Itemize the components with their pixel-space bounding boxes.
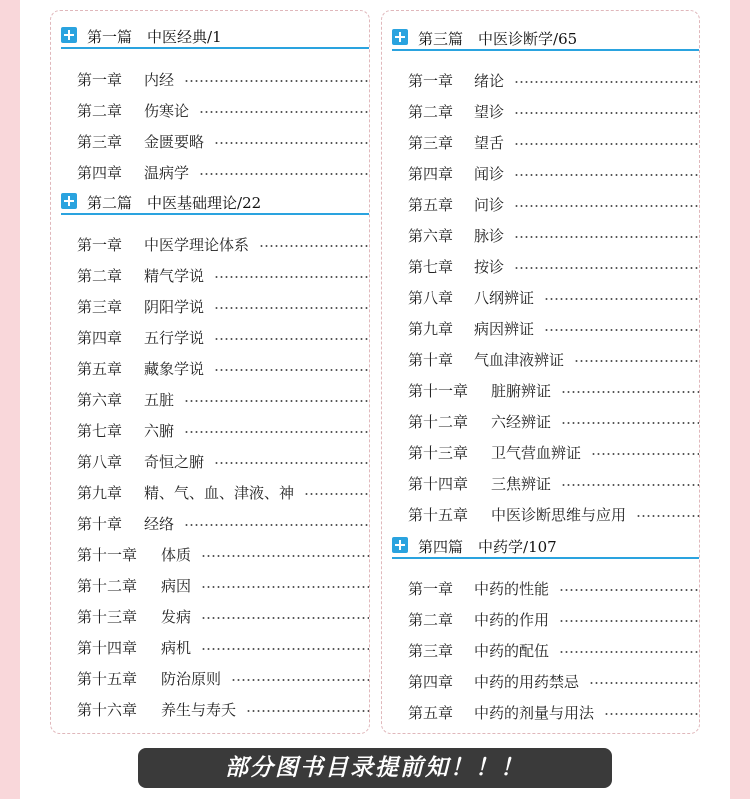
toc-item[interactable]: 第十二章 病因 xyxy=(77,574,369,596)
toc-item[interactable]: 第十三章 卫气营血辨证 xyxy=(408,441,699,463)
toc-item[interactable]: 第十四章 三焦辨证 xyxy=(408,472,699,494)
toc-item[interactable]: 第四章 五行学说 xyxy=(77,326,369,348)
toc-item[interactable]: 第十章 经络 xyxy=(77,512,369,534)
plus-icon xyxy=(392,537,408,553)
section-header xyxy=(392,27,699,51)
toc-item[interactable]: 第十五章 防治原则 xyxy=(77,667,369,689)
toc-item[interactable]: 第十四章 病机 xyxy=(77,636,369,658)
toc-item[interactable]: 第三章 中药的配伍 xyxy=(408,639,699,661)
toc-item[interactable]: 第四章 闻诊 xyxy=(408,162,699,184)
section-title: 第四篇 中药学/107 xyxy=(418,538,557,556)
toc-item[interactable]: 第三章 金匮要略 xyxy=(77,130,369,152)
toc-item[interactable]: 第一章 中医学理论体系 xyxy=(77,233,369,255)
toc-item[interactable]: 第十章 气血津液辨证 xyxy=(408,348,699,370)
toc-item[interactable]: 第二章 望诊 xyxy=(408,100,699,122)
toc-item[interactable]: 第四章 温病学 xyxy=(77,161,369,183)
toc-item[interactable]: 第一章 中药的性能 xyxy=(408,577,699,599)
toc-item[interactable]: 第一章 内经 xyxy=(77,68,369,90)
section-header xyxy=(61,25,369,49)
toc-item[interactable]: 第九章 精、气、血、津液、神 xyxy=(77,481,369,503)
toc-item[interactable]: 第七章 按诊 xyxy=(408,255,699,277)
toc-item[interactable]: 第九章 病因辨证 xyxy=(408,317,699,339)
toc-item[interactable]: 第五章 中药的剂量与用法 xyxy=(408,701,699,723)
toc-item[interactable]: 第十一章 脏腑辨证 xyxy=(408,379,699,401)
toc-item[interactable]: 第五章 问诊 xyxy=(408,193,699,215)
section-title: 第一篇 中医经典/1 xyxy=(87,28,222,46)
toc-item[interactable]: 第十一章 体质 xyxy=(77,543,369,565)
left-pink-border xyxy=(0,0,20,799)
toc-item[interactable]: 第七章 六腑 xyxy=(77,419,369,441)
toc-item[interactable]: 第三章 望舌 xyxy=(408,131,699,153)
promo-banner: 部分图书目录提前知！！！ xyxy=(138,748,612,788)
toc-right-panel xyxy=(381,10,700,734)
toc-item[interactable]: 第二章 中药的作用 xyxy=(408,608,699,630)
plus-icon xyxy=(392,29,408,45)
toc-left-panel xyxy=(50,10,370,734)
section-title: 第三篇 中医诊断学/65 xyxy=(418,30,578,48)
section-header xyxy=(61,191,369,215)
toc-item[interactable]: 第一章 绪论 xyxy=(408,69,699,91)
toc-item[interactable]: 第八章 奇恒之腑 xyxy=(77,450,369,472)
toc-item[interactable]: 第十五章 中医诊断思维与应用 xyxy=(408,503,699,525)
toc-item[interactable]: 第六章 五脏 xyxy=(77,388,369,410)
toc-item[interactable]: 第十六章 养生与寿夭 xyxy=(77,698,369,720)
toc-item[interactable]: 第二章 伤寒论 xyxy=(77,99,369,121)
section-header xyxy=(392,535,699,559)
toc-item[interactable]: 第六章 脉诊 xyxy=(408,224,699,246)
right-pink-border xyxy=(730,0,750,799)
toc-item[interactable]: 第四章 中药的用药禁忌 xyxy=(408,670,699,692)
plus-icon xyxy=(61,193,77,209)
toc-item[interactable]: 第十二章 六经辨证 xyxy=(408,410,699,432)
section-title: 第二篇 中医基础理论/22 xyxy=(87,194,262,212)
plus-icon xyxy=(61,27,77,43)
toc-item[interactable]: 第十三章 发病 xyxy=(77,605,369,627)
toc-item[interactable]: 第八章 八纲辨证 xyxy=(408,286,699,308)
toc-item[interactable]: 第五章 藏象学说 xyxy=(77,357,369,379)
toc-item[interactable]: 第二章 精气学说 xyxy=(77,264,369,286)
toc-item[interactable]: 第三章 阴阳学说 xyxy=(77,295,369,317)
